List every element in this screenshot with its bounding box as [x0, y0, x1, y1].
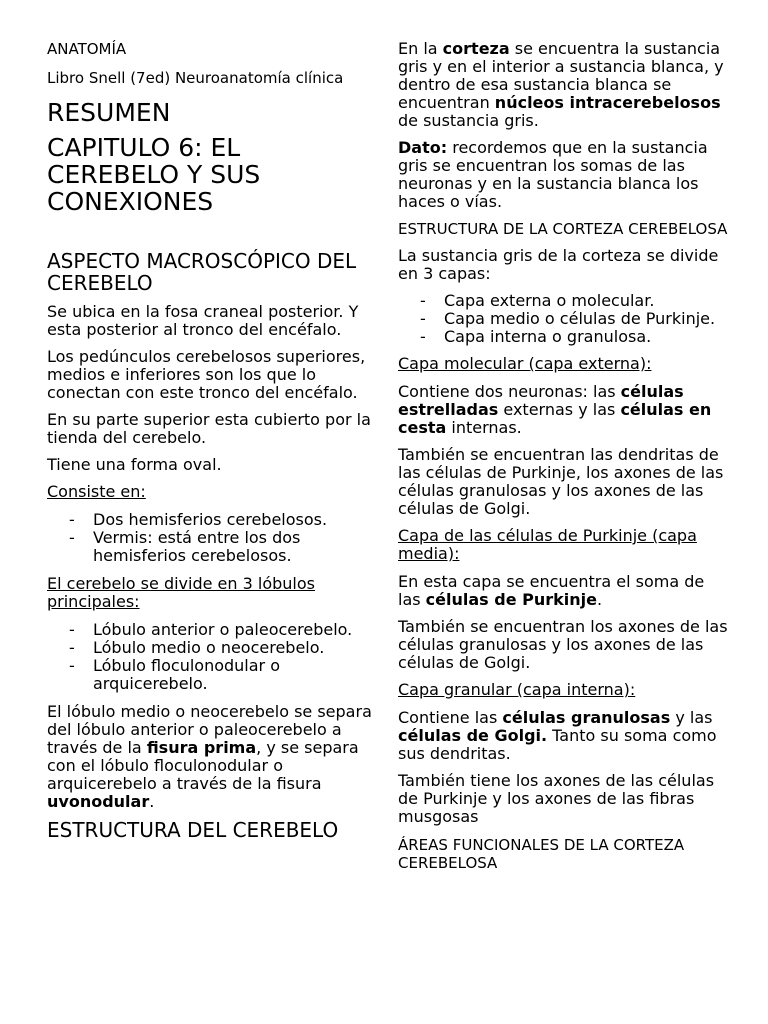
paragraph-tienda: En su parte superior esta cubierto por la tienda del cerebelo.	[47, 410, 371, 447]
paragraph-molecular-neuronas: Contiene dos neuronas: las células estrelladas externas y las células en cesta internas.	[398, 382, 712, 437]
list-item: - Vermis: está entre los dos hemisferios cerebelosos.	[69, 528, 301, 565]
paragraph-ubicacion: Se ubica en la fosa craneal posterior. Y esta posterior al tronco del encéfalo.	[47, 302, 359, 339]
section-heading-macroscopico: ASPECTO MACROSCÓPICO DEL CEREBELO	[47, 249, 357, 295]
list-item: - Dos hemisferios cerebelosos.	[69, 510, 328, 529]
paragraph-purkinje-axones: También se encuentran los axones de las células granulosas y los axones de las células de Golgi.	[398, 617, 728, 672]
list-item: - Capa interna o granulosa.	[420, 327, 652, 346]
paragraph-corteza: En la corteza se encuentra la sustancia gris y en el interior a sustancia blanca, y dentro de esa sustancia blanca se encuentran núcleos intracerebelosos de sustancia gris.	[398, 39, 724, 130]
chapter-title: CAPITULO 6: EL CEREBELO Y SUS CONEXIONES	[47, 133, 261, 216]
capa-purkinje-label: Capa de las células de Purkinje (capa media):	[398, 526, 697, 563]
heading-estructura-corteza: ESTRUCTURA DE LA CORTEZA CEREBELOSA	[398, 220, 728, 238]
list-item: - Capa externa o molecular.	[420, 291, 655, 310]
heading-areas-funcionales: ÁREAS FUNCIONALES DE LA CORTEZA CEREBELOSA	[398, 836, 685, 872]
course-label: ANATOMÍA	[47, 40, 127, 58]
paragraph-granular-axones: También tiene los axones de las células de Purkinje y los axones de las fibras musgosas	[398, 771, 715, 826]
list-item: - Lóbulo floculonodular o arquicerebelo.	[69, 656, 281, 693]
left-column	[47, 40, 375, 841]
paragraph-granular-celulas: Contiene las células granulosas y las células de Golgi. Tanto su soma como sus dendritas.	[398, 708, 717, 763]
consiste-list	[47, 511, 375, 565]
paragraph-purkinje-soma: En esta capa se encuentra el soma de las células de Purkinje.	[398, 572, 705, 609]
section-heading-estructura: ESTRUCTURA DEL CEREBELO	[47, 818, 339, 842]
list-item: - Capa medio o células de Purkinje.	[420, 309, 716, 328]
capa-granular-label: Capa granular (capa interna):	[398, 680, 636, 699]
lobulos-label: El cerebelo se divide en 3 lóbulos principales:	[47, 574, 315, 611]
paragraph-capas-intro: La sustancia gris de la corteza se divide en 3 capas:	[398, 246, 719, 283]
right-column	[398, 40, 728, 872]
list-item: - Lóbulo medio o neocerebelo.	[69, 638, 325, 657]
paragraph-fisuras: El lóbulo medio o neocerebelo se separa del lóbulo anterior o paleocerebelo a través de la fisura prima, y se separa con el lóbulo floculonodular o arquicerebelo a través de la fisura uvonodular.	[47, 702, 372, 811]
capas-list	[398, 292, 728, 346]
paragraph-pedunculos: Los pedúnculos cerebelosos superiores, medios e inferiores son los que lo conectan con este tronco del encéfalo.	[47, 347, 366, 402]
resumen-heading: RESUMEN	[47, 98, 171, 127]
book-reference: Libro Snell (7ed) Neuroanatomía clínica	[47, 69, 344, 87]
consiste-label: Consiste en:	[47, 482, 146, 501]
lobulos-list	[47, 621, 375, 693]
capa-molecular-label: Capa molecular (capa externa):	[398, 354, 652, 373]
paragraph-forma: Tiene una forma oval.	[47, 455, 222, 474]
paragraph-molecular-dendritas: También se encuentran las dendritas de las células de Purkinje, los axones de las células granulosas y los axones de las células de Golgi.	[398, 445, 724, 518]
list-item: - Lóbulo anterior o paleocerebelo.	[69, 620, 353, 639]
paragraph-dato: Dato: recordemos que en la sustancia gris se encuentran los somas de las neuronas y en la sustancia blanca los haces o vías.	[398, 138, 708, 211]
